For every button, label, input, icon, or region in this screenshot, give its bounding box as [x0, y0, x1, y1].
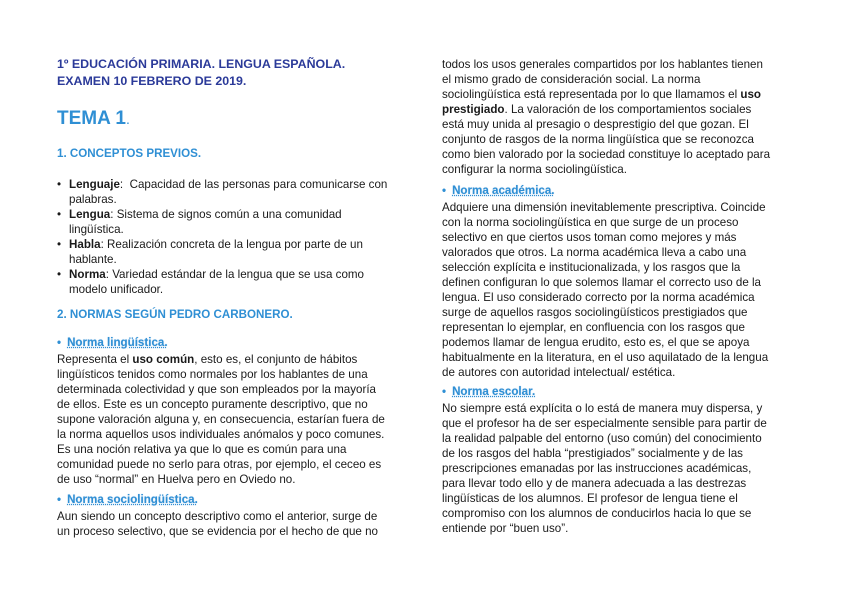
text-line: comunidad puede no serlo para otras, por ejemplo, el ceceo es [57, 458, 382, 471]
prestigiado-word: prestigiado [442, 103, 505, 116]
text-line: como bien valorado por la sociedad constituye lo aceptado para [442, 148, 771, 161]
def: Variedad estándar de la lengua que se usa como [108, 268, 364, 281]
text-line: podemos llamar de lengua erudito, esto es, el que se apoya [442, 336, 750, 349]
text-line: un proceso selectivo, que se evidencia por el hecho de que no [57, 525, 378, 538]
text-span: , esto es, el conjunto de hábitos [194, 353, 358, 366]
def: Sistema de signos común a una comunidad [113, 208, 342, 221]
text-line: todos los usos generales compartidos por los hablantes tienen [442, 58, 763, 71]
sep: : [100, 238, 104, 251]
text-line: Aun siendo un concepto descriptivo como el anterior, surge de [57, 510, 378, 523]
sep: : [110, 208, 114, 221]
text-line: habitualmente en la literatura, en el uso aquilatado de la lengua [442, 351, 769, 364]
norma-sociolinguistica-label: Norma sociolingüística. [67, 493, 198, 506]
tema-label: TEMA 1 [57, 108, 126, 129]
bullet-dot: • [57, 493, 62, 506]
norma-escolar-text [442, 401, 767, 536]
text-line [442, 102, 770, 117]
def: Realización concreta de la lengua por parte de un [103, 238, 363, 251]
norma-sociolinguistica-heading [57, 493, 198, 506]
norma-academica-label: Norma académica. [452, 184, 555, 197]
bullet-lenguaje-line2: palabras. [69, 193, 117, 206]
text-line: con la norma sociolingüística en que surge de un proceso [442, 216, 739, 229]
section2-heading: 2. NORMAS SEGÚN PEDRO CARBONERO. [57, 308, 293, 321]
text-span: sociolingüística está representada por lo que llamamos el [442, 88, 741, 101]
text-line: surge de aquellos rasgos sociolingüísticos prestigiados que [442, 306, 748, 319]
text-line: el mismo grado de consideración social. La norma [442, 73, 701, 86]
tema-suffix: . [125, 111, 130, 127]
text-line: selectivo en que ciertos usos toman como mejores y más [442, 231, 737, 244]
norma-sociolinguistica-text-left [57, 509, 378, 539]
text-line: selección explícita e institucionalizada, y los rasgos que la [442, 261, 741, 274]
text-line [442, 87, 770, 102]
text-line: la norma aquellos usos individuales anómalos y poco comunes. [57, 428, 385, 441]
norma-sociolinguistica-text-right [442, 57, 770, 177]
bullet-norma-line1 [69, 267, 364, 282]
text-line: configurar la norma sociolingüística. [442, 163, 627, 176]
bullet-dot: • [57, 268, 62, 281]
exam-title-line2: EXAMEN 10 FEBRERO DE 2019. [57, 74, 247, 88]
text-line: lingüísticos tenidos como normales por los hablantes de una [57, 368, 368, 381]
text-line: lengua. El uso considerado correcto por la norma académica [442, 291, 755, 304]
text-line: prescripciones emanadas por las instrucciones académicas, [442, 462, 752, 475]
text-line: de los rasgos del habla “prestigiados” socialmente y de las [442, 447, 743, 460]
bullet-norma-line2: modelo unificador. [69, 283, 164, 296]
bullet-habla-line1 [69, 237, 363, 252]
norma-linguistica-label: Norma lingüística. [67, 336, 168, 349]
norma-linguistica-text [57, 352, 385, 487]
text-line: determinada colectividad y que son empleados por la mayoría [57, 383, 377, 396]
bullet-lengua-line1 [69, 207, 342, 222]
text-line: que el profesor ha de ser especialmente sensible para partir de [442, 417, 767, 430]
text-line: representan lo ejemplar, en confluencia con los rasgos que [442, 321, 745, 334]
text-line: Adquiere una dimensión inevitablemente prescriptiva. Coincide [442, 201, 766, 214]
text-span: Representa el [57, 353, 133, 366]
text-line: supone valoración alguna y, en consecuencia, estarían fuera de [57, 413, 385, 426]
text-line: No siempre está explícita o lo está de manera muy dispersa, y [442, 402, 763, 415]
term: Habla [69, 238, 101, 251]
text-line: de autores con autoridad intelectual/ estética. [442, 366, 676, 379]
section1-heading: 1. CONCEPTOS PREVIOS. [57, 147, 202, 160]
norma-linguistica-heading [57, 336, 168, 349]
sep: : [105, 268, 109, 281]
text-line: de uso “normal” en Huelva pero en Oviedo no. [57, 473, 296, 486]
bullet-dot: • [57, 208, 62, 221]
text-line: compromiso con los alumnos de conducirlos hacia lo que se [442, 507, 752, 520]
bullet-lengua-line2: lingüística. [69, 223, 124, 236]
norma-academica-heading [442, 184, 555, 197]
sep: : [119, 178, 124, 191]
bullet-lenguaje-line1 [69, 177, 387, 192]
text-line: lingüísticas de los alumnos. El profesor de lengua tiene el [442, 492, 738, 505]
text-line: conjunto de rasgos de la norma lingüística que se reconozca [442, 133, 754, 146]
bullet-dot: • [442, 184, 447, 197]
bullet-dot: • [442, 385, 447, 398]
text-line: para llevar todo ello y de manera adecuada a las destrezas [442, 477, 747, 490]
text-line: está muy unida al presagio o desprestigio del que gozan. El [442, 118, 749, 131]
uso-comun: uso común [132, 353, 195, 366]
bullet-dot: • [57, 336, 62, 349]
text-line: definen configuran lo que solemos llamar el correcto uso de la [442, 276, 762, 289]
bullet-dot: • [57, 178, 62, 191]
bullet-dot: • [57, 238, 62, 251]
text-line: valorados que otros. La norma académica lleva a cabo una [442, 246, 747, 259]
norma-escolar-heading [442, 385, 535, 398]
text-line: entiende por “buen uso”. [442, 522, 569, 535]
text-line: Es una noción relativa ya que lo que es común para una [57, 443, 347, 456]
term: Lenguaje [69, 178, 120, 191]
norma-academica-text [442, 200, 768, 380]
text-span: . La valoración de los comportamientos sociales [504, 103, 752, 116]
text-line: de ellos. Este es un concepto puramente descriptivo, que no [57, 398, 368, 411]
text-line: la realidad palpable del entorno (uso común) del conocimiento [442, 432, 762, 445]
exam-title-line1: 1º EDUCACIÓN PRIMARIA. LENGUA ESPAÑOLA. [57, 57, 346, 71]
term: Norma [69, 268, 106, 281]
tema-heading [57, 108, 130, 130]
uso-word: uso [740, 88, 762, 101]
text-line [57, 352, 385, 367]
bullet-habla-line2: hablante. [69, 253, 117, 266]
term: Lengua [69, 208, 111, 221]
norma-escolar-label: Norma escolar. [452, 385, 536, 398]
def: Capacidad de las personas para comunicarse con [123, 178, 388, 191]
